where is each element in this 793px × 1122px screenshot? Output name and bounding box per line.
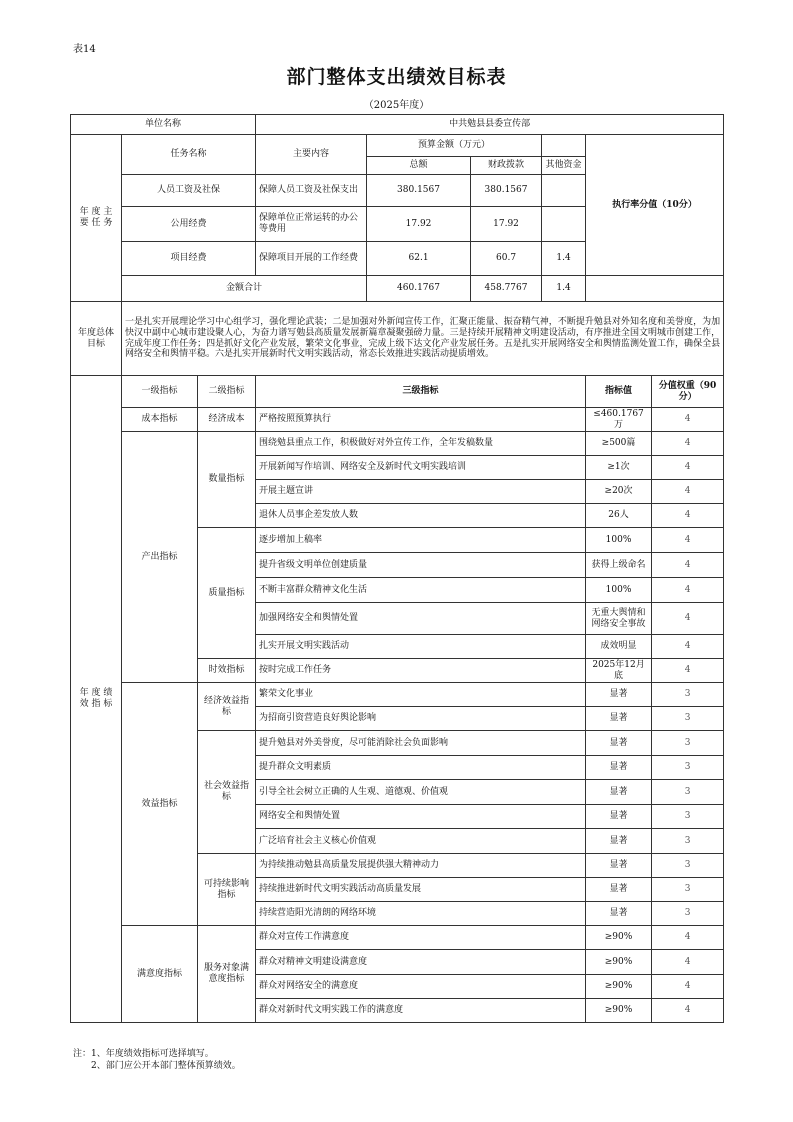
footnote-1: 注：1、年度绩效指标可选择填写。 xyxy=(73,1049,214,1059)
indicator-weight: 3 xyxy=(652,854,724,878)
execution-rate-score: 执行率分值（10分） xyxy=(586,135,724,276)
indicator-weight: 3 xyxy=(652,683,724,707)
indicator-weight: 4 xyxy=(652,659,724,683)
level3-text: 加强网络安全和舆情处置 xyxy=(256,603,586,635)
indicator-value: ≥90% xyxy=(586,999,652,1023)
annual-goal-label: 年度总体目标 xyxy=(71,302,122,376)
col-level3: 三级指标 xyxy=(256,376,586,408)
level3-text: 繁荣文化事业 xyxy=(256,683,586,707)
level3-text: 围绕勉县重点工作，积极做好对外宣传工作，全年发稿数量 xyxy=(256,432,586,456)
task-total: 62.1 xyxy=(367,242,471,276)
indicator-value: ≥500篇 xyxy=(586,432,652,456)
level2-quality: 质量指标 xyxy=(198,528,256,659)
indicator-value: 显著 xyxy=(586,731,652,756)
level3-text: 群众对网络安全的满意度 xyxy=(256,975,586,999)
level3-text: 群众对宣传工作满意度 xyxy=(256,926,586,950)
level3-text: 开展新闻写作培训、网络安全及新时代文明实践培训 xyxy=(256,456,586,480)
annual-goal-row xyxy=(71,302,724,376)
level3-text: 群众对新时代文明实践工作的满意度 xyxy=(256,999,586,1023)
indicator-value: 100% xyxy=(586,578,652,603)
task-name: 项目经费 xyxy=(122,242,256,276)
indicator-weight: 4 xyxy=(652,408,724,432)
indicator-weight: 3 xyxy=(652,805,724,829)
level3-text: 网络安全和舆情处置 xyxy=(256,805,586,829)
indicator-weight: 4 xyxy=(652,578,724,603)
level3-text: 扎实开展文明实践活动 xyxy=(256,635,586,659)
page-title: 部门整体支出绩效目标表 xyxy=(286,66,507,88)
level2-sustainable: 可持续影响指标 xyxy=(198,854,256,926)
task-other: 1.4 xyxy=(542,242,586,276)
indicator-weight: 3 xyxy=(652,756,724,780)
task-other xyxy=(542,175,586,207)
indicator-weight: 4 xyxy=(652,950,724,975)
indicator-value: 显著 xyxy=(586,683,652,707)
level2-social-benefit: 社会效益指标 xyxy=(198,731,256,854)
level3-text: 按时完成工作任务 xyxy=(256,659,586,683)
unit-value: 中共勉县县委宣传部 xyxy=(256,115,724,135)
col-task-name: 任务名称 xyxy=(122,135,256,175)
indicator-weight: 4 xyxy=(652,480,724,504)
level3-text: 逐步增加上稿率 xyxy=(256,528,586,553)
task-fiscal: 60.7 xyxy=(471,242,542,276)
indicator-value: ≥1次 xyxy=(586,456,652,480)
indicator-weight: 4 xyxy=(652,553,724,578)
level3-text: 持续营造阳光清朗的网络环境 xyxy=(256,902,586,926)
unit-label: 单位名称 xyxy=(71,115,256,135)
indicator-weight: 4 xyxy=(652,456,724,480)
sum-fiscal: 458.7767 xyxy=(471,276,542,302)
indicator-value: ≥20次 xyxy=(586,480,652,504)
col-weight: 分值权重（90分） xyxy=(652,376,724,408)
level3-text: 为招商引资营造良好舆论影响 xyxy=(256,707,586,731)
task-fiscal: 17.92 xyxy=(471,207,542,242)
indicator-row xyxy=(71,432,724,456)
indicator-weight: 3 xyxy=(652,878,724,902)
level3-text: 提升省级文明单位创建质量 xyxy=(256,553,586,578)
col-budget: 预算金额（万元） xyxy=(367,135,542,157)
task-name: 公用经费 xyxy=(122,207,256,242)
indicator-value: 无重大舆情和网络安全事故 xyxy=(586,603,652,635)
indicator-header-row xyxy=(71,376,724,408)
task-name: 人员工资及社保 xyxy=(122,175,256,207)
indicator-weight: 3 xyxy=(652,902,724,926)
task-total: 380.1567 xyxy=(367,175,471,207)
col-other: 其他资金 xyxy=(542,157,586,175)
indicator-weight: 4 xyxy=(652,926,724,950)
col-level1: 一级指标 xyxy=(122,376,198,408)
level3-text: 引导全社会树立正确的人生观、道德观、价值观 xyxy=(256,780,586,805)
indicator-weight: 3 xyxy=(652,707,724,731)
level1-output: 产出指标 xyxy=(122,432,198,683)
indicator-value: 2025年12月底 xyxy=(586,659,652,683)
task-content: 保障人员工资及社保支出 xyxy=(256,175,367,207)
col-indicator-value: 指标值 xyxy=(586,376,652,408)
footnote-2: 2、部门应公开本部门整体预算绩效。 xyxy=(91,1061,241,1072)
task-sum-row xyxy=(71,276,724,302)
level1-satisfaction: 满意度指标 xyxy=(122,926,198,1023)
indicator-value: 显著 xyxy=(586,878,652,902)
indicator-value: 成效明显 xyxy=(586,635,652,659)
indicator-weight: 4 xyxy=(652,999,724,1023)
indicator-weight: 4 xyxy=(652,504,724,528)
indicator-weight: 3 xyxy=(652,829,724,854)
indicator-value: ≤460.1767万 xyxy=(586,408,652,432)
level2-economic-benefit: 经济效益指标 xyxy=(198,683,256,731)
task-fiscal: 380.1567 xyxy=(471,175,542,207)
indicator-weight: 4 xyxy=(652,528,724,553)
sum-other: 1.4 xyxy=(542,276,586,302)
indicator-value: 获得上级命名 xyxy=(586,553,652,578)
level3-text: 持续推进新时代文明实践活动高质量发展 xyxy=(256,878,586,902)
level3-text: 广泛培育社会主义核心价值观 xyxy=(256,829,586,854)
level2-economic-cost: 经济成本 xyxy=(198,408,256,432)
col-total: 总额 xyxy=(367,157,471,175)
indicator-value: 显著 xyxy=(586,805,652,829)
indicator-value: ≥90% xyxy=(586,950,652,975)
level3-text: 提升勉县对外美誉度，尽可能消除社会负面影响 xyxy=(256,731,586,756)
task-content: 保障项目开展的工作经费 xyxy=(256,242,367,276)
indicator-weight: 3 xyxy=(652,731,724,756)
indicator-value: 显著 xyxy=(586,829,652,854)
task-total: 17.92 xyxy=(367,207,471,242)
col-main-content: 主要内容 xyxy=(256,135,367,175)
indicator-value: ≥90% xyxy=(586,975,652,999)
level2-service-satisfaction: 服务对象满意度指标 xyxy=(198,926,256,1023)
sum-blank xyxy=(586,276,724,302)
performance-target-table xyxy=(70,114,724,1023)
indicator-weight: 4 xyxy=(652,432,724,456)
indicator-weight: 4 xyxy=(652,975,724,999)
level3-text: 严格按照预算执行 xyxy=(256,408,586,432)
sum-label: 金额合计 xyxy=(122,276,367,302)
level3-text: 退休人员事企差发放人数 xyxy=(256,504,586,528)
indicator-weight: 4 xyxy=(652,635,724,659)
indicator-value: 显著 xyxy=(586,707,652,731)
level1-benefit: 效益指标 xyxy=(122,683,198,926)
indicator-row xyxy=(71,926,724,950)
table-number: 表14 xyxy=(73,44,96,55)
level2-timeliness: 时效指标 xyxy=(198,659,256,683)
fiscal-year: （2025年度） xyxy=(363,100,430,111)
level3-text: 群众对精神文明建设满意度 xyxy=(256,950,586,975)
indicator-value: 26人 xyxy=(586,504,652,528)
task-content: 保障单位正常运转的办公等费用 xyxy=(256,207,367,242)
unit-row xyxy=(71,115,724,135)
indicator-value: 显著 xyxy=(586,780,652,805)
col-other-spacer xyxy=(542,135,586,157)
indicators-section-label: 年 度 绩 效 指 标 xyxy=(71,376,122,1023)
indicator-value: 显著 xyxy=(586,854,652,878)
col-fiscal: 财政拨款 xyxy=(471,157,542,175)
indicator-value: 显著 xyxy=(586,902,652,926)
level3-text: 不断丰富群众精神文化生活 xyxy=(256,578,586,603)
annual-goal-text: 一是扎实开展理论学习中心组学习，强化理论武装；二是加强对外新闻宣传工作，汇聚正能量、振奋精气神，不断提升勉县对外知名度和美誉度，为加快汉中副中心城市建设聚人心，为奋力谱写勉县高质量发展新篇章凝聚强磅力量。三是持续开展精神文明建设活动，有序推进全国文明城市创建工作，完成年度工作任务；四是抓好文化产业发展，繁荣文化事业，完成上级下达文化产业发展任务。五是扎实开展网络安全和舆情监测处置工作，确保全县网络安全和舆情平稳。六是扎实开展新时代文明实践活动，常态长效推进实践活动提质增效。 xyxy=(122,302,724,376)
indicator-row xyxy=(71,683,724,707)
indicator-weight: 4 xyxy=(652,603,724,635)
col-level2: 二级指标 xyxy=(198,376,256,408)
level3-text: 为持续推动勉县高质量发展提供强大精神动力 xyxy=(256,854,586,878)
indicator-weight: 3 xyxy=(652,780,724,805)
indicator-value: ≥90% xyxy=(586,926,652,950)
sum-total: 460.1767 xyxy=(367,276,471,302)
indicator-value: 显著 xyxy=(586,756,652,780)
task-header-row xyxy=(71,135,724,157)
tasks-section-label: 年 度 主 要 任 务 xyxy=(71,135,122,302)
level3-text: 开展主题宣讲 xyxy=(256,480,586,504)
indicator-row xyxy=(71,408,724,432)
level3-text: 提升群众文明素质 xyxy=(256,756,586,780)
level2-quantity: 数量指标 xyxy=(198,432,256,528)
level1-cost: 成本指标 xyxy=(122,408,198,432)
task-other xyxy=(542,207,586,242)
indicator-value: 100% xyxy=(586,528,652,553)
footnotes xyxy=(73,1048,241,1072)
